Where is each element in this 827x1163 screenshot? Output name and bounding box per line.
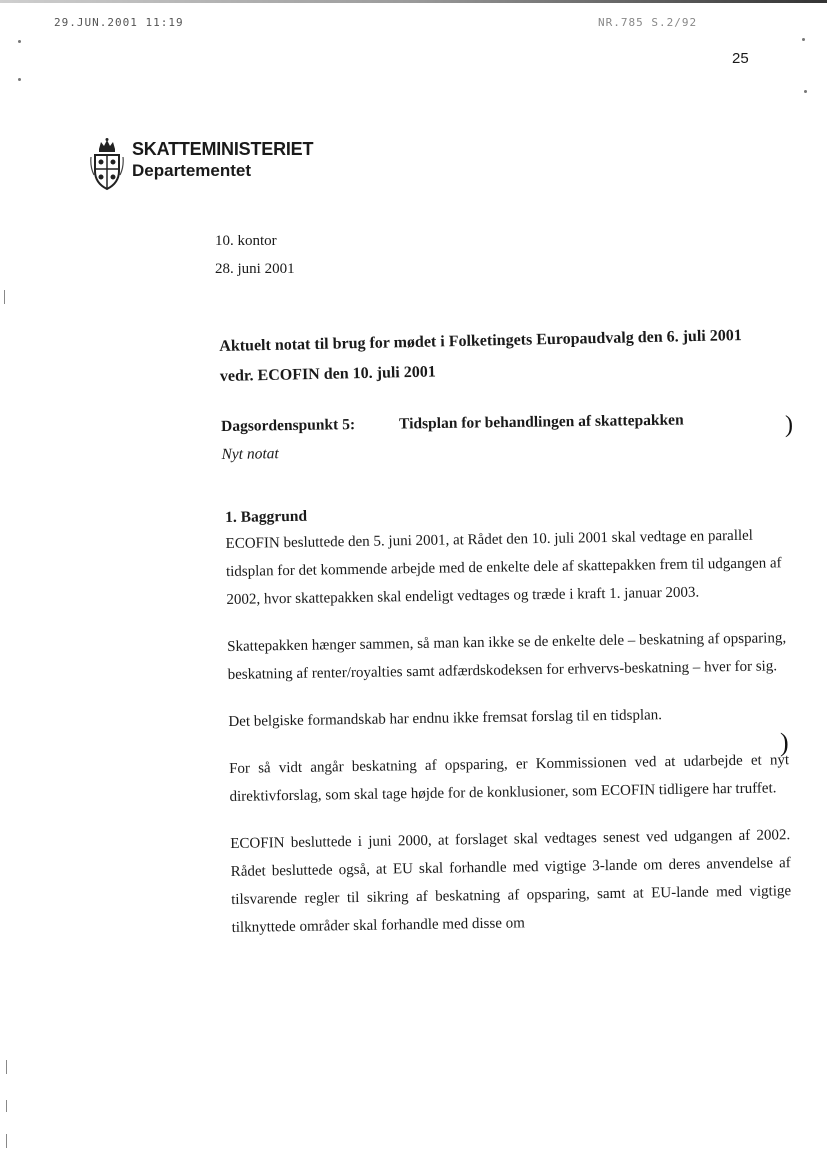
paragraph: Skattepakken hænger sammen, så man kan ikke se de enkelte dele – beskatning af opsparing, beskatning af renter/royalties samt adfærdskodeksen for erhvervs-beskatning – hver for sig. (227, 630, 787, 683)
agenda-item (221, 410, 782, 464)
paragraph: ECOFIN besluttede i juni 2000, at forslaget skal vedtages senest ved udgangen af 2002. Rådet besluttede også, at EU skal forhandle med vigtige 3-lande om deres anvendelse af tilsvarende regler til sikring af beskatning af opsparing, samt at EU-lande med vigtige tilknyttede områder skal forhandle med disse om (230, 827, 792, 936)
royal-coat-of-arms-icon (90, 137, 124, 193)
paragraph: For så vidt angår beskatning af opsparing, er Kommissionen ved at udarbejde et nyt direktivforslag, som skal tage højde for de konklusioner, som ECOFIN tidligere har truffet. (229, 752, 790, 805)
department-name: Departementet (132, 161, 252, 180)
page-number: 25 (732, 50, 749, 67)
scan-speck (18, 78, 21, 81)
margin-bracket-mark: ) (785, 412, 793, 438)
memo-meta (215, 227, 295, 283)
agenda-note: Nyt notat (221, 445, 279, 463)
agenda-label: Dagsordenspunkt 5: (221, 416, 356, 435)
fax-timestamp: 29.JUN.2001 11:19 (54, 16, 184, 29)
scan-speck (18, 40, 21, 43)
scan-speck (804, 90, 807, 93)
memo-body (225, 497, 792, 961)
ministry-header (132, 138, 313, 182)
section-heading: 1. Baggrund (225, 507, 308, 526)
memo-title: Aktuelt notat til brug for mødet i Folketingets Europaudvalg den 6. juli 2001 vedr. ECOFIN den 10. juli 2001 (219, 327, 742, 385)
paragraph: Det belgiske formandskab har endnu ikke fremsat forslag til en tidsplan. (228, 707, 663, 730)
margin-bracket-mark: ) (780, 728, 789, 757)
fax-top-edge (0, 0, 827, 3)
scan-speck (802, 38, 805, 41)
paragraph: ECOFIN besluttede den 5. juni 2001, at Rådet den 10. juli 2001 skal vedtage en parallel tidsplan for det kommende arbejde med de enkelte dele af skattepakken frem til udgangen af 2002, hvor skattepakken skal endeligt vedtages og træde i kraft 1. januar 2003. (225, 527, 782, 608)
ministry-name: SKATTEMINISTERIET (132, 139, 314, 159)
office-label: 10. kontor (215, 233, 277, 249)
memo-date: 28. juni 2001 (215, 261, 295, 277)
scan-edge-mark (6, 1060, 7, 1074)
agenda-topic: Tidsplan for behandlingen af skattepakken (398, 411, 684, 433)
fax-page-code: NR.785 S.2/92 (598, 16, 698, 29)
scan-edge-mark (4, 290, 5, 304)
scan-edge-mark (6, 1100, 7, 1112)
scan-edge-mark (6, 1134, 7, 1148)
